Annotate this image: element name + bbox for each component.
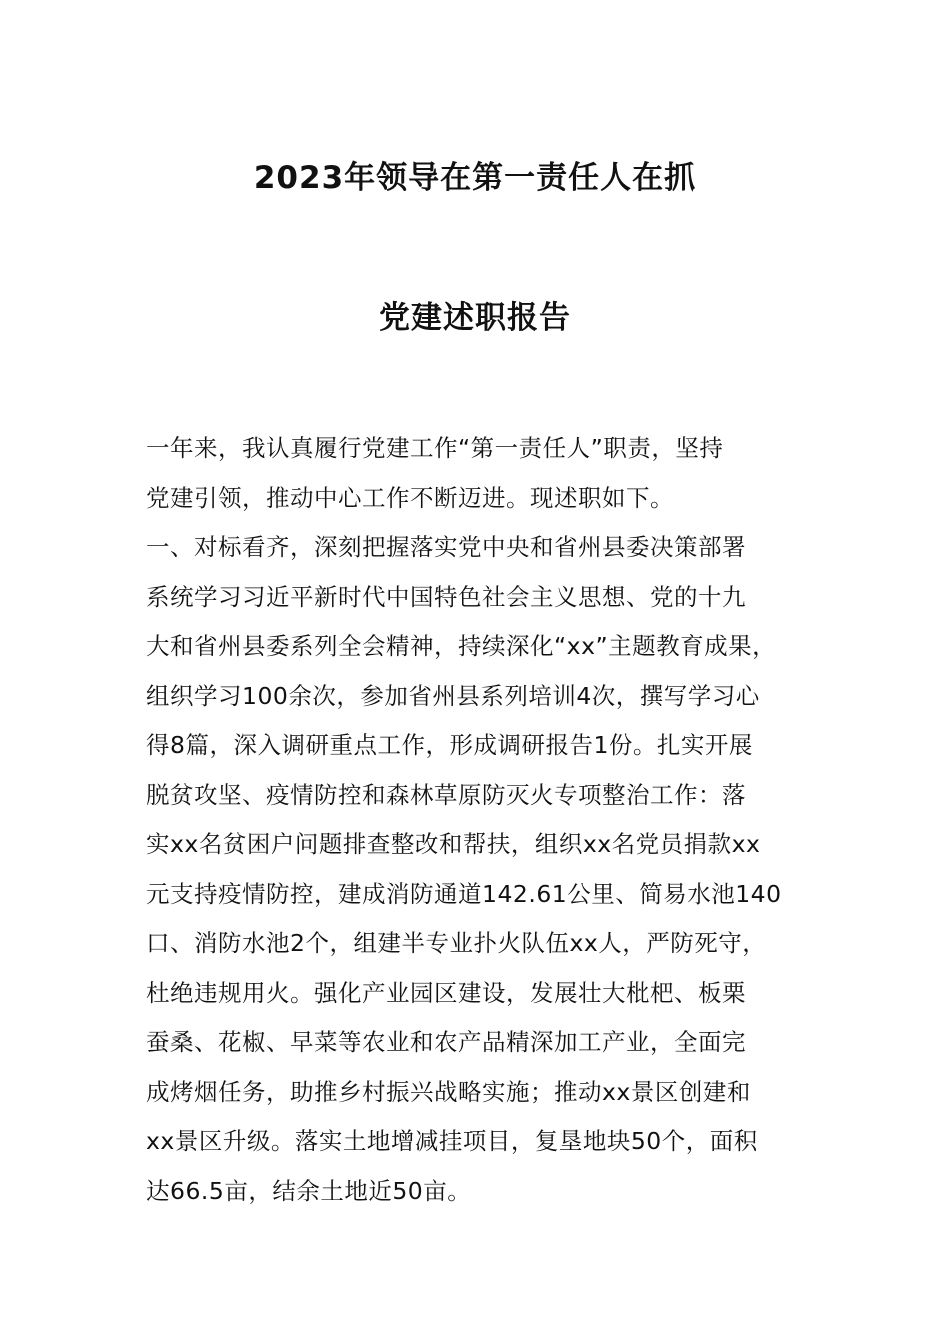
document-body bbox=[146, 428, 836, 1220]
body-line: 组织学习100余次，参加省州县系列培训4次，撰写学习心 bbox=[146, 681, 760, 710]
body-line: 口、消防水池2个，组建半专业扑火队伍xx人，严防死守， bbox=[146, 929, 767, 957]
body-line: 杜绝违规用火。强化产业园区建设，发展壮大枇杷、板栗 bbox=[146, 978, 746, 1007]
body-line: 实xx名贫困户问题排查整改和帮扶，组织xx名党员捐款xx bbox=[146, 830, 761, 858]
body-line: 大和省州县委系列全会精神，持续深化“xx”主题教育成果， bbox=[146, 632, 777, 660]
body-line: 成烤烟任务，助推乡村振兴战略实施；推动xx景区创建和 bbox=[146, 1077, 751, 1106]
document-title-line-2: 党建述职报告 bbox=[379, 300, 571, 336]
body-line: 脱贫攻坚、疫情防控和森林草原防灭火专项整治工作：落 bbox=[146, 780, 746, 809]
body-line: 得8篇，深入调研重点工作，形成调研报告1份。扎实开展 bbox=[146, 731, 753, 759]
body-line: 系统学习习近平新时代中国特色社会主义思想、党的十九 bbox=[146, 582, 746, 611]
body-line: 元支持疫情防控，建成消防通道142.61公里、简易水池140 bbox=[146, 879, 782, 908]
document-title-line-1: 2023年领导在第一责任人在抓 bbox=[253, 160, 697, 196]
body-line: xx景区升级。落实土地增减挂项目，复垦地块50个，面积 bbox=[146, 1127, 758, 1155]
body-line: 党建引领，推动中心工作不断迈进。现述职如下。 bbox=[146, 483, 674, 512]
body-line: 蚕桑、花椒、早菜等农业和农产品精深加工产业，全面完 bbox=[146, 1028, 746, 1056]
section-heading: 一、对标看齐，深刻把握落实党中央和省州县委决策部署 bbox=[146, 533, 746, 561]
body-line: 达66.5亩，结余土地近50亩。 bbox=[146, 1176, 472, 1205]
body-line: 一年来，我认真履行党建工作“第一责任人”职责，坚持 bbox=[146, 434, 724, 462]
